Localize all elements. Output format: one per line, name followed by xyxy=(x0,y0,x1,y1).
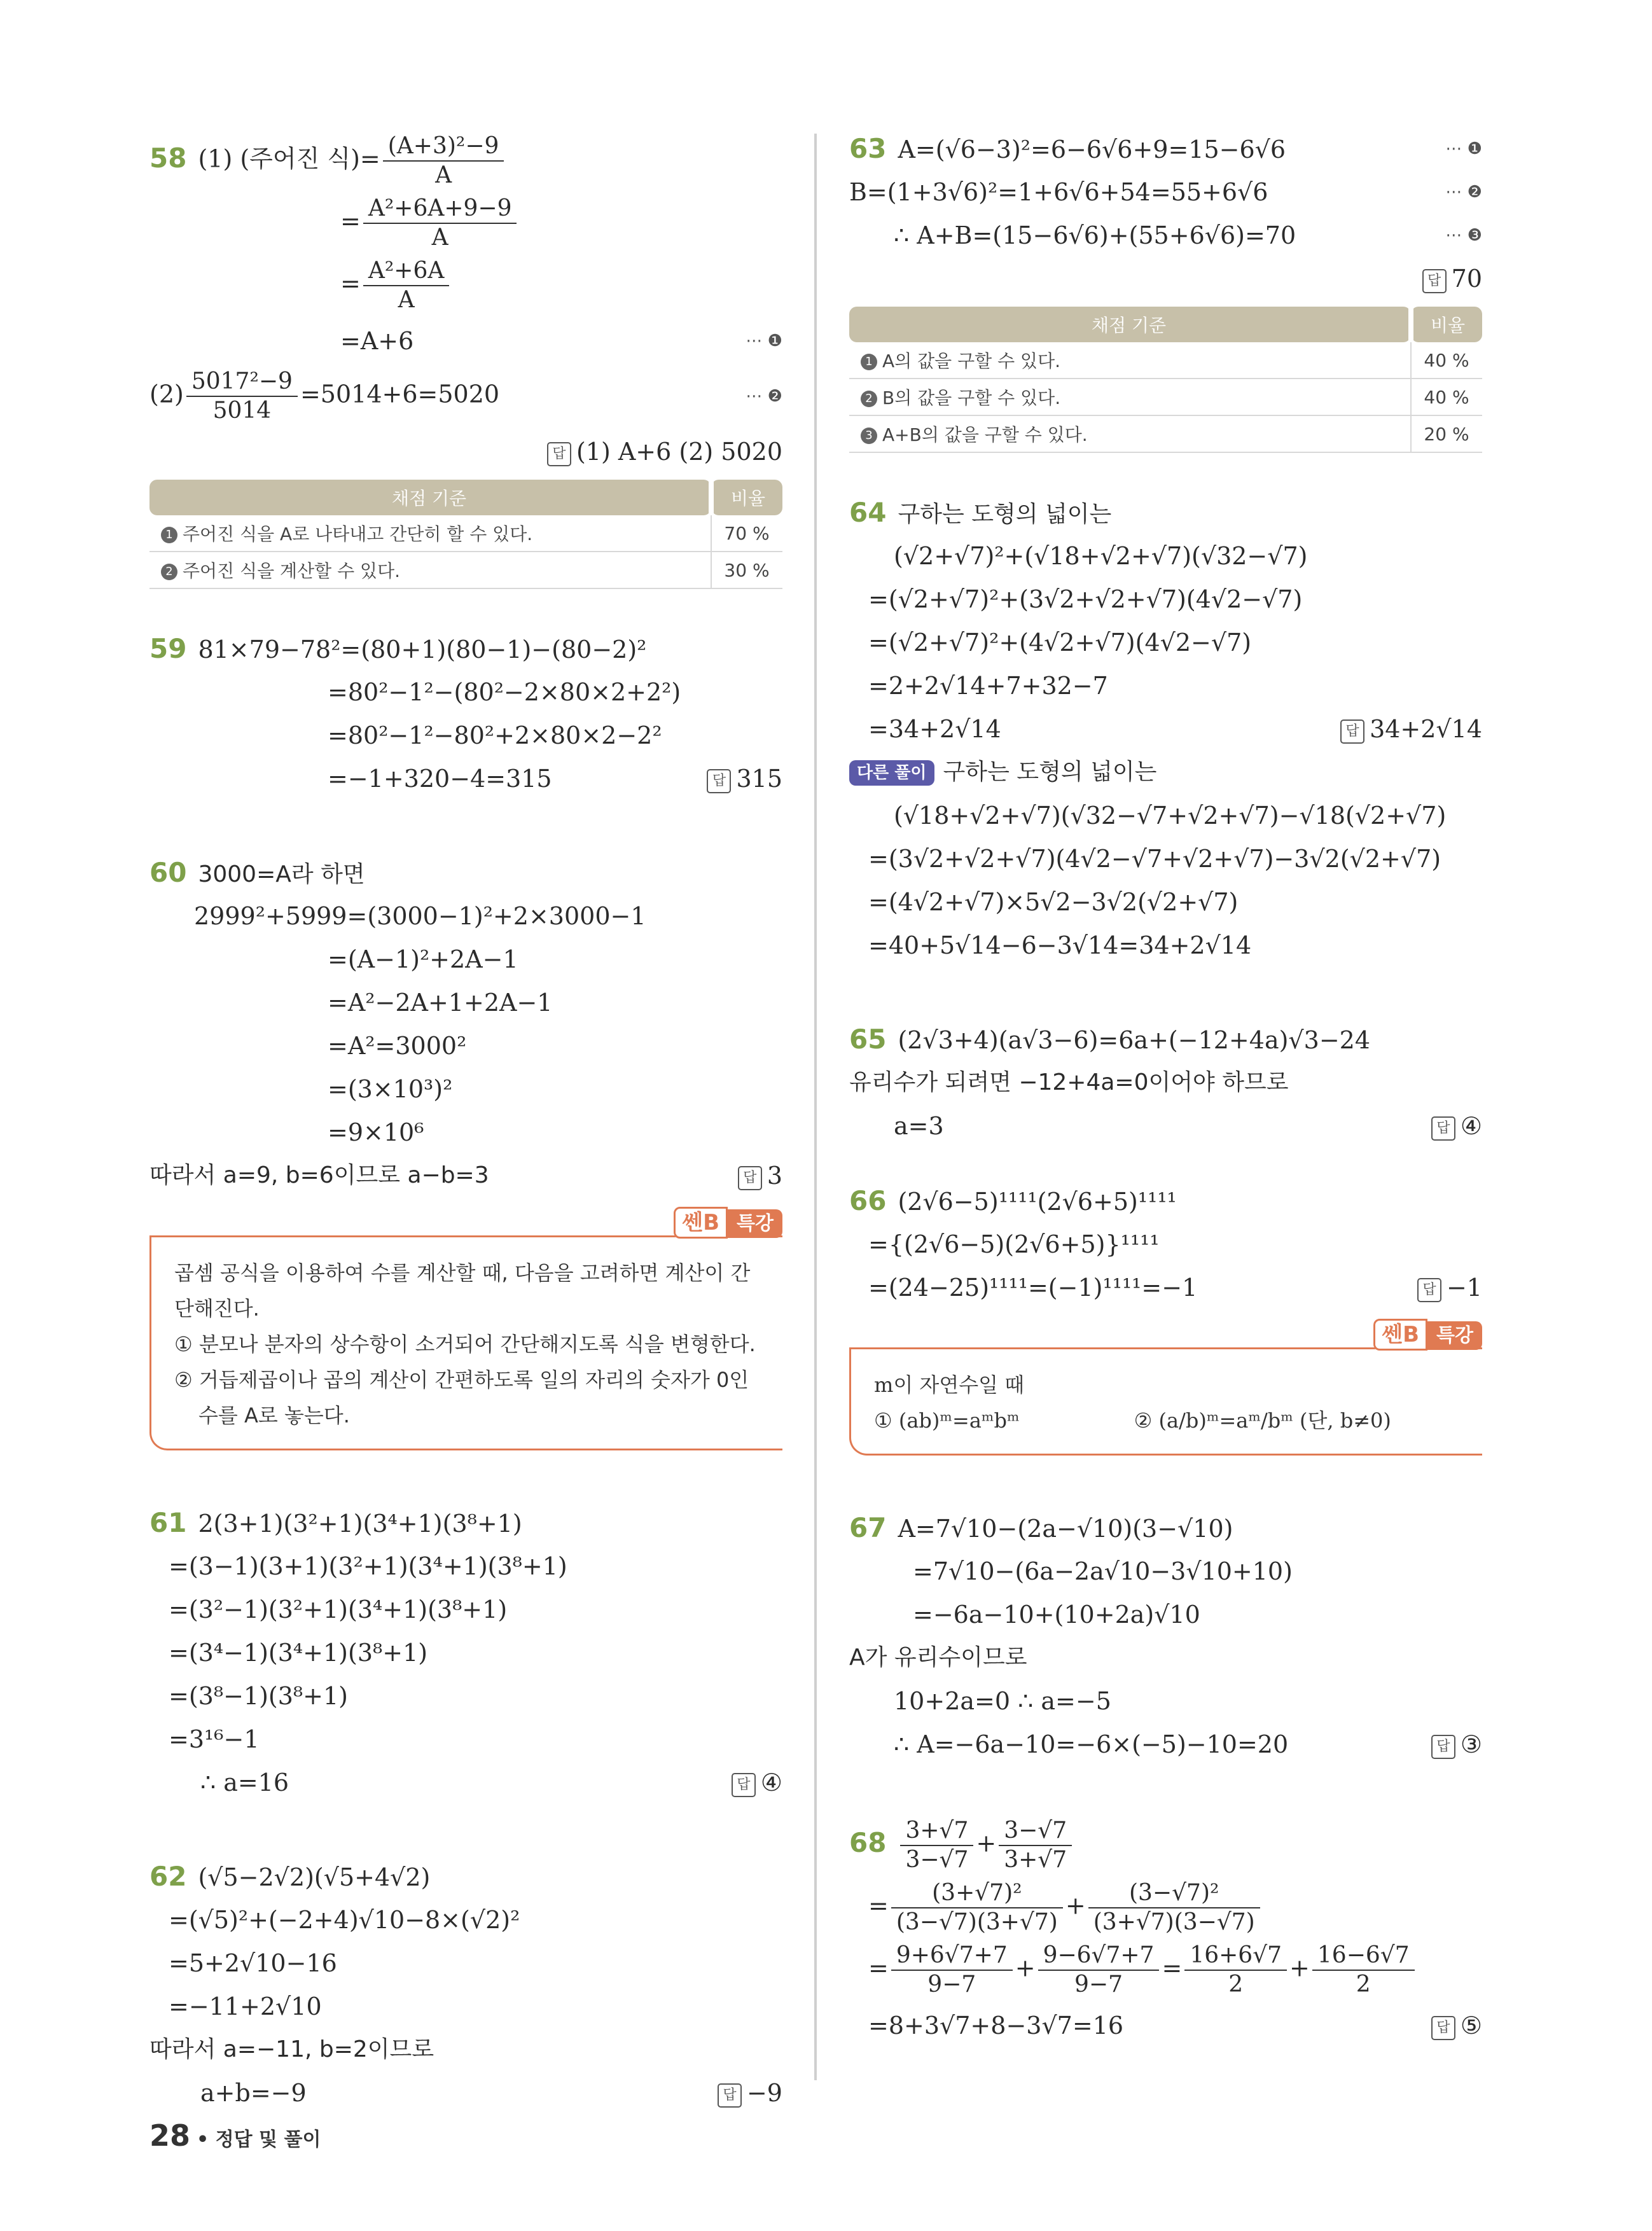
problem-58 xyxy=(149,132,782,589)
problem-number: 61 xyxy=(149,1507,187,1538)
grading-row xyxy=(849,415,1482,452)
p67-text: A=7√10−(2a−√10)(3−√10) xyxy=(898,1515,1233,1543)
grading-percent: 40 % xyxy=(1411,342,1482,379)
fraction xyxy=(891,1942,1013,1999)
answer xyxy=(149,430,782,473)
badge-label: 쎈B xyxy=(1373,1319,1427,1351)
p64-line-6 xyxy=(849,707,1482,751)
p64-line-2: (√2+√7)²+(√18+√2+√7)(√32−√7) xyxy=(894,542,1308,570)
p61-line-7 xyxy=(149,1761,782,1804)
p65-line-2: 유리수가 되려면 −12+4a=0이어야 하므로 xyxy=(849,1069,1289,1095)
badge-label: 쎈B xyxy=(674,1207,728,1239)
answer-value: ④ xyxy=(1460,1112,1482,1140)
grading-header: 비율 xyxy=(711,480,782,515)
page-footer xyxy=(149,2118,321,2153)
p59-line-1 xyxy=(149,627,782,671)
numerator: 5017²−9 xyxy=(186,368,298,397)
problem-number: 64 xyxy=(849,497,887,528)
p60-text: 따라서 a=9, b=6이므로 a−b=3 xyxy=(149,1162,489,1188)
p64-line-4: =(√2+√7)²+(4√2+√7)(4√2−√7) xyxy=(868,629,1252,657)
answer-icon: 답 xyxy=(547,442,571,466)
p61-line-3: =(3²−1)(3²+1)(3⁴+1)(3⁸+1) xyxy=(169,1595,508,1623)
problem-64 xyxy=(849,491,1482,967)
p58-text: =A+6 xyxy=(340,327,414,355)
p59-line-4 xyxy=(149,757,782,800)
grading-criterion: B의 값을 구할 수 있다. xyxy=(882,387,1061,408)
tip-content xyxy=(149,1235,782,1450)
problem-number: 62 xyxy=(149,1861,187,1892)
p66-line-1 xyxy=(849,1179,1482,1223)
p64-line-3: =(√2+√7)²+(3√2+√2+√7)(4√2−√7) xyxy=(868,585,1303,613)
p67-line-6 xyxy=(849,1723,1482,1766)
badge-label: 특강 xyxy=(728,1209,782,1238)
p68-line-1: 68 $\frac{3+√7}{3-√7}$ + $\frac{3-√7}{3+√7}$ xyxy=(849,1817,1482,1874)
left-column xyxy=(149,127,782,2165)
p64-alt-line-4: =(4√2+√7)×5√2−3√2(√2+√7) xyxy=(868,888,1239,916)
p63-line-2 xyxy=(849,170,1482,214)
p61-line-5: =(3⁸−1)(3⁸+1) xyxy=(169,1682,348,1710)
denominator: 3−√7 xyxy=(905,1847,969,1873)
grading-row xyxy=(149,515,782,552)
answer-value: 3 xyxy=(767,1162,782,1190)
denominator: 9−7 xyxy=(1074,1971,1123,1998)
p62-line-1 xyxy=(149,1855,782,1898)
problem-68 xyxy=(849,1817,1482,2047)
p65-line-1 xyxy=(849,1018,1482,1061)
answer-icon: 답 xyxy=(1431,1735,1455,1759)
p58-line-2: = $\frac{\text{A²+6A+9−9}}{A}$ xyxy=(149,195,782,252)
grading-criterion: 주어진 식을 계산할 수 있다. xyxy=(183,560,401,581)
step-marker: ⋯ ❶ xyxy=(1445,139,1482,158)
grading-criterion: A+B의 값을 구할 수 있다. xyxy=(882,424,1088,445)
tip-text: 단해진다. xyxy=(174,1296,260,1321)
numerator: (A+3)²−9 xyxy=(383,132,504,162)
fraction xyxy=(1038,1942,1160,1999)
fraction xyxy=(363,195,517,252)
p68-line-3: = $\frac{9+6√7+7}{9-7}$ + $\frac{9-6√7+7}{9-7}$ = $\frac{16+6√7}{2}$ + $\frac{16-6√7}{2}$ xyxy=(849,1942,1482,1999)
tip-box-2 xyxy=(849,1322,1482,1456)
p59-text: 81×79−78²=(80+1)(80−1)−(80−2)² xyxy=(198,636,647,664)
grading-header: 비율 xyxy=(1411,307,1482,342)
p59-text: =−1+320−4=315 xyxy=(328,765,552,793)
grading-criterion: 주어진 식을 A로 나타내고 간단히 할 수 있다. xyxy=(183,524,533,545)
fraction xyxy=(1184,1942,1287,1999)
p64-text: 구하는 도형의 넓이는 xyxy=(943,759,1157,785)
p66-line-2: ={(2√6−5)(2√6+5)}¹¹¹¹ xyxy=(868,1230,1160,1258)
answer-icon: 답 xyxy=(707,769,731,793)
p67-text: ∴ A=−6a−10=−6×(−5)−10=20 xyxy=(894,1730,1289,1758)
p64-text: =34+2√14 xyxy=(868,715,1001,743)
p62-text: (√5−2√2)(√5+4√2) xyxy=(198,1863,431,1891)
p62-text: a+b=−9 xyxy=(200,2079,307,2107)
p62-line-3: =5+2√10−16 xyxy=(169,1949,337,1977)
denominator: (3−√7)(3+√7) xyxy=(896,1909,1058,1935)
grading-percent: 20 % xyxy=(1411,415,1482,452)
p66-line-3 xyxy=(849,1266,1482,1309)
tip-text: ② 거듭제곱이나 곱의 계산이 간편하도록 일의 자리의 숫자가 0인 xyxy=(174,1368,749,1392)
p60-line-4: =A²−2A+1+2A−1 xyxy=(328,989,553,1017)
p61-line-6: =3¹⁶−1 xyxy=(169,1725,260,1753)
p64-line-5: =2+2√14+7+32−7 xyxy=(868,672,1108,700)
denominator: 2 xyxy=(1228,1971,1244,1998)
grading-criterion: A의 값을 구할 수 있다. xyxy=(882,351,1061,372)
tip-badge xyxy=(1373,1317,1482,1348)
problem-number: 59 xyxy=(149,633,187,664)
step-number-icon: 3 xyxy=(861,427,877,444)
p60-line-2: 2999²+5999=(3000−1)²+2×3000−1 xyxy=(194,902,646,930)
answer-icon: 답 xyxy=(1340,719,1364,744)
answer-icon: 답 xyxy=(1422,269,1447,293)
step-marker: ⋯ ❷ xyxy=(746,387,782,406)
right-column xyxy=(849,127,1482,2098)
answer-icon: 답 xyxy=(1431,1116,1455,1141)
problem-number: 63 xyxy=(849,133,887,164)
p67-line-1 xyxy=(849,1506,1482,1550)
p61-line-2: =(3−1)(3+1)(3²+1)(3⁴+1)(3⁸+1) xyxy=(169,1552,567,1580)
p58-line-5 xyxy=(149,368,782,425)
p64-alt-line-2: (√18+√2+√7)(√32−√7+√2+√7)−√18(√2+√7) xyxy=(894,802,1447,830)
denominator: A xyxy=(398,287,415,313)
answer xyxy=(849,257,1482,300)
alternate-solution-tag: 다른 풀이 xyxy=(849,760,934,786)
step-marker: ⋯ ❷ xyxy=(1445,183,1482,202)
tip-text: ② (a/b)ᵐ=aᵐ/bᵐ (단, b≠0) xyxy=(1134,1408,1391,1433)
p61-text: 2(3+1)(3²+1)(3⁴+1)(3⁸+1) xyxy=(198,1510,522,1538)
p63-text: ∴ A+B=(15−6√6)+(55+6√6)=70 xyxy=(894,221,1296,249)
problem-number: 60 xyxy=(149,857,187,888)
numerator: A²+6A xyxy=(363,257,450,286)
answer-icon: 답 xyxy=(732,1773,756,1797)
p63-text: A=(√6−3)²=6−6√6+9=15−6√6 xyxy=(898,136,1286,163)
grading-row xyxy=(849,379,1482,415)
step-number-icon: 2 xyxy=(861,391,877,407)
p62-line-4: =−11+2√10 xyxy=(169,1992,322,2020)
p61-line-4: =(3⁴−1)(3⁴+1)(3⁸+1) xyxy=(169,1639,428,1667)
p60-line-1 xyxy=(149,851,782,894)
p64-text: 구하는 도형의 넓이는 xyxy=(898,501,1112,527)
p63-line-3 xyxy=(849,214,1482,257)
step-marker: ⋯ ❶ xyxy=(746,331,782,351)
p60-text: 3000=A라 하면 xyxy=(198,861,365,887)
numerator: (3+√7)² xyxy=(891,1879,1063,1908)
step-number-icon: 1 xyxy=(861,354,877,370)
problem-number: 65 xyxy=(849,1024,887,1055)
denominator: A xyxy=(435,162,452,188)
grading-header: 채점 기준 xyxy=(849,307,1411,342)
grading-row xyxy=(149,552,782,588)
tip-text: ① (ab)ᵐ=aᵐbᵐ xyxy=(874,1408,1020,1433)
numerator: 3−√7 xyxy=(999,1817,1072,1846)
p60-line-3: =(A−1)²+2A−1 xyxy=(328,945,518,973)
problem-66 xyxy=(849,1179,1482,1309)
tip-box-1 xyxy=(149,1210,782,1450)
denominator: 5014 xyxy=(212,398,272,424)
problem-number: 66 xyxy=(849,1185,887,1216)
p62-line-2: =(√5)²+(−2+4)√10−8×(√2)² xyxy=(169,1906,520,1934)
numerator: 16+6√7 xyxy=(1184,1942,1287,1971)
p60-line-7: =9×10⁶ xyxy=(328,1118,424,1146)
fraction xyxy=(999,1817,1072,1874)
p68-line-2: = $\frac{\text{(3+√7)²}}{(3-√7)(3+√7)}$ + $\frac{\text{(3−√7)²}}{(3+√7)(3-√7)}$ xyxy=(849,1879,1482,1936)
p58-text: (1) (주어진 식)= xyxy=(198,144,380,173)
denominator: 9−7 xyxy=(927,1971,976,1998)
tip-content xyxy=(849,1347,1482,1456)
fraction xyxy=(900,1817,973,1874)
problem-59 xyxy=(149,627,782,800)
p62-line-6 xyxy=(149,2071,782,2115)
denominator: 3+√7 xyxy=(1004,1847,1067,1873)
tip-text: 곱셈 공식을 이용하여 수를 계산할 때, 다음을 고려하면 계산이 간 xyxy=(174,1261,751,1285)
answer-value: 34+2√14 xyxy=(1370,715,1482,743)
p65-text: a=3 xyxy=(894,1112,944,1140)
numerator: (3−√7)² xyxy=(1088,1879,1260,1908)
p68-text: =8+3√7+8−3√7=16 xyxy=(868,2012,1124,2040)
grading-percent: 70 % xyxy=(711,515,782,552)
p58-line-4 xyxy=(149,319,782,363)
p64-alt-line-5: =40+5√14−6−3√14=34+2√14 xyxy=(868,931,1252,959)
footer-title: • 정답 및 풀이 xyxy=(197,2129,321,2151)
tip-badge xyxy=(674,1205,782,1236)
problem-number: 68 xyxy=(849,1826,887,1858)
problem-62 xyxy=(149,1855,782,2115)
p62-line-5: 따라서 a=−11, b=2이므로 xyxy=(149,2036,434,2062)
problem-67 xyxy=(849,1506,1482,1766)
p67-line-2: =7√10−(6a−2a√10−3√10+10) xyxy=(913,1557,1293,1585)
fraction xyxy=(383,132,504,190)
p60-line-5: =A²=3000² xyxy=(328,1032,467,1060)
answer-icon: 답 xyxy=(1431,2016,1455,2040)
problem-number: 58 xyxy=(149,142,187,174)
problem-63 xyxy=(849,127,1482,453)
p58-line-3: = $\frac{\text{A²+6A}}{A}$ xyxy=(149,257,782,314)
p68-line-4 xyxy=(849,2004,1482,2047)
answer-value: 70 xyxy=(1451,265,1482,293)
numerator: 9+6√7+7 xyxy=(891,1942,1013,1971)
grading-table xyxy=(849,307,1482,453)
p64-alt-line-3: =(3√2+√2+√7)(4√2−√7+√2+√7)−3√2(√2+√7) xyxy=(868,845,1441,873)
numerator: 3+√7 xyxy=(900,1817,973,1846)
p59-line-2: =80²−1²−(80²−2×80×2+2²) xyxy=(328,678,681,706)
answer-value: ⑤ xyxy=(1460,2012,1482,2040)
fraction xyxy=(186,368,298,425)
numerator: 9−6√7+7 xyxy=(1038,1942,1160,1971)
grading-percent: 30 % xyxy=(711,552,782,588)
answer-value: 315 xyxy=(736,765,782,793)
problem-61 xyxy=(149,1501,782,1804)
p61-line-1 xyxy=(149,1501,782,1545)
p63-line-1 xyxy=(849,127,1482,170)
p64-line-1 xyxy=(849,491,1482,534)
p58-text: (2) xyxy=(149,380,184,408)
column-divider xyxy=(814,134,817,2080)
p63-text: B=(1+3√6)²=1+6√6+54=55+6√6 xyxy=(849,178,1268,206)
tip-formulas xyxy=(874,1403,1469,1438)
answer-value: (1) A+6 (2) 5020 xyxy=(576,438,782,466)
p65-text: (2√3+4)(a√3−6)=6a+(−12+4a)√3−24 xyxy=(898,1026,1371,1054)
denominator: A xyxy=(431,225,448,251)
grading-row xyxy=(849,342,1482,379)
p65-line-3 xyxy=(849,1104,1482,1148)
p67-line-3: =−6a−10+(10+2a)√10 xyxy=(913,1601,1200,1629)
p66-text: =(24−25)¹¹¹¹=(−1)¹¹¹¹=−1 xyxy=(868,1274,1198,1302)
fraction xyxy=(891,1879,1063,1936)
answer-value: −9 xyxy=(746,2079,782,2107)
p60-line-8 xyxy=(149,1154,782,1197)
denominator: 2 xyxy=(1356,1971,1371,1998)
problem-60 xyxy=(149,851,782,1197)
tip-text: 수를 A로 놓는다. xyxy=(198,1403,350,1428)
page-number: 28 xyxy=(149,2118,191,2153)
fraction xyxy=(1312,1942,1415,1999)
p58-line-1 xyxy=(149,132,782,190)
problem-65 xyxy=(849,1018,1482,1148)
tip-text: m이 자연수일 때 xyxy=(874,1373,1025,1397)
p64-alt-line-1 xyxy=(849,751,1482,794)
p66-text: (2√6−5)¹¹¹¹(2√6+5)¹¹¹¹ xyxy=(898,1188,1177,1216)
fraction xyxy=(1088,1879,1260,1936)
p60-line-6: =(3×10³)² xyxy=(328,1075,453,1103)
fraction xyxy=(363,257,450,314)
answer-value: ④ xyxy=(760,1769,782,1797)
numerator: A²+6A+9−9 xyxy=(363,195,517,224)
denominator: (3+√7)(3−√7) xyxy=(1093,1909,1255,1935)
tip-text: ① 분모나 분자의 상수항이 소거되어 간단해지도록 식을 변형한다. xyxy=(174,1332,756,1356)
step-marker: ⋯ ❸ xyxy=(1445,226,1482,245)
step-number-icon: 2 xyxy=(161,564,177,580)
grading-percent: 40 % xyxy=(1411,379,1482,415)
problem-number: 67 xyxy=(849,1512,887,1543)
p59-line-3: =80²−1²−80²+2×80×2−2² xyxy=(328,721,662,749)
step-number-icon: 1 xyxy=(161,527,177,543)
answer-icon: 답 xyxy=(718,2083,742,2108)
p67-line-5: 10+2a=0 ∴ a=−5 xyxy=(894,1687,1111,1715)
badge-label: 특강 xyxy=(1427,1321,1482,1350)
p61-text: ∴ a=16 xyxy=(200,1769,289,1797)
p67-line-4: A가 유리수이므로 xyxy=(849,1644,1027,1671)
grading-table xyxy=(149,480,782,589)
answer-value: ③ xyxy=(1460,1730,1482,1758)
answer-value: −1 xyxy=(1446,1274,1482,1302)
numerator: 16−6√7 xyxy=(1312,1942,1415,1971)
answer-icon: 답 xyxy=(1417,1278,1441,1302)
answer-icon: 답 xyxy=(738,1166,762,1190)
p58-text: =5014+6=5020 xyxy=(300,380,500,408)
grading-header: 채점 기준 xyxy=(149,480,711,515)
